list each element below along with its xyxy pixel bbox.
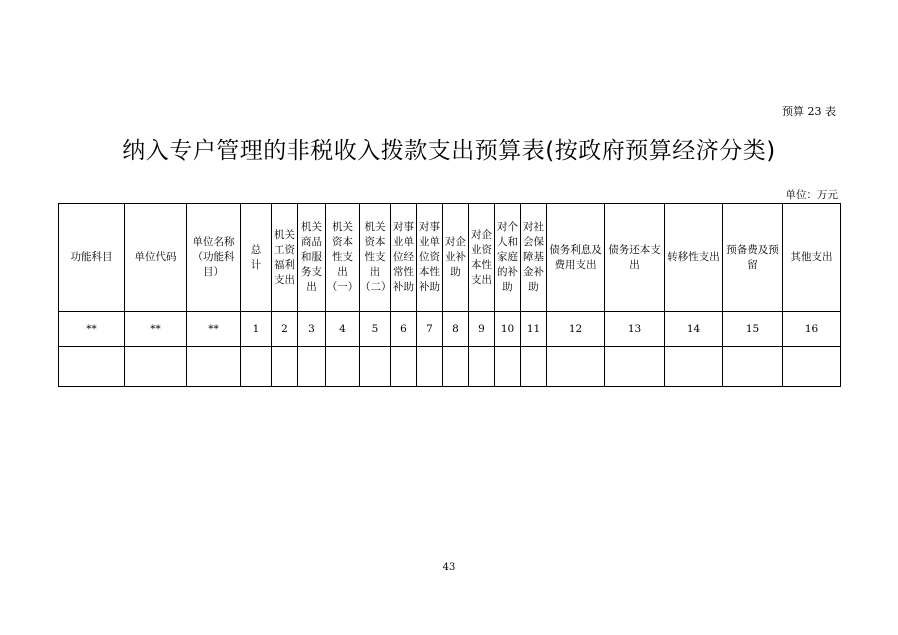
index-cell: 7 [417,312,443,347]
column-header [272,204,298,312]
column-header-label: 机关 资本 性支 出 （一） [326,221,359,293]
column-header [783,204,841,312]
empty-cell [391,347,417,387]
index-cell: ** [187,312,241,347]
index-cell: 3 [298,312,326,347]
empty-cell [360,347,391,387]
empty-cell [59,347,125,387]
column-header-label: 对企 业补 助 [445,236,466,278]
empty-cell [783,347,841,387]
column-header-label: 单位名称 （功能科 目） [192,236,235,278]
column-header [723,204,783,312]
column-header [547,204,605,312]
index-cell: 16 [783,312,841,347]
column-header-label: 预备费及预 留 [726,243,779,271]
index-cell: 11 [521,312,547,347]
empty-cell [272,347,298,387]
column-header-label: 对个 人和 家庭 的补 助 [497,221,518,293]
column-header-label: 功能科目 [70,251,113,263]
page-title: 纳入专户管理的非税收入拨款支出预算表(按政府预算经济分类) [122,138,776,164]
column-header-label: 转移性支出 [667,251,720,263]
index-cell: 2 [272,312,298,347]
index-cell: ** [59,312,125,347]
column-header [391,204,417,312]
column-header [241,204,272,312]
column-header-label: 机关 商品 和服 务支 出 [301,221,322,293]
index-cell: 12 [547,312,605,347]
column-header [495,204,521,312]
header-row [59,204,841,312]
empty-cell [241,347,272,387]
empty-cell [187,347,241,387]
empty-cell [605,347,665,387]
empty-cell [469,347,495,387]
unit-label: 单位：万元 [785,189,838,201]
budget-table [58,203,841,387]
column-header-label: 对事 业单 位经 常性 补助 [393,221,414,293]
column-header [665,204,723,312]
index-cell: 9 [469,312,495,347]
index-cell: 14 [665,312,723,347]
index-cell: 1 [241,312,272,347]
empty-cell [723,347,783,387]
index-cell: 15 [723,312,783,347]
empty-cell [125,347,187,387]
column-header [417,204,443,312]
column-header [605,204,665,312]
column-header [187,204,241,312]
column-header-label: 机关 资本 性支 出 （二） [360,221,392,293]
column-header [521,204,547,312]
column-header-label: 债务还本支 出 [608,243,661,271]
page-number: 43 [442,562,456,573]
index-cell: 13 [605,312,665,347]
column-header [360,204,391,312]
empty-cell [326,347,360,387]
column-header [298,204,326,312]
column-header-label: 总 计 [250,243,262,271]
column-header [59,204,125,312]
column-header [443,204,469,312]
index-cell: 8 [443,312,469,347]
column-header-label: 对企 业资 本性 支出 [471,228,492,286]
index-cell: 5 [360,312,391,347]
empty-cell [547,347,605,387]
index-cell: ** [125,312,187,347]
column-header-label: 对事 业单 位资 本性 补助 [419,221,440,293]
empty-cell [443,347,469,387]
index-cell: 10 [495,312,521,347]
column-header-label: 债务利息及 费用支出 [549,243,602,271]
form-number: 预算 23 表 [782,105,836,118]
index-cell: 6 [391,312,417,347]
blank-row [59,347,841,387]
column-header [469,204,495,312]
column-header-label: 机关 工资 福利 支出 [274,228,295,286]
column-header-label: 其他支出 [790,251,833,263]
index-row [59,312,841,347]
column-header-label: 单位代码 [134,251,177,263]
column-header [125,204,187,312]
empty-cell [521,347,547,387]
index-cell: 4 [326,312,360,347]
empty-cell [495,347,521,387]
column-header-label: 对社 会保 障基 金补 助 [523,221,544,293]
empty-cell [417,347,443,387]
empty-cell [298,347,326,387]
column-header [326,204,360,312]
empty-cell [665,347,723,387]
